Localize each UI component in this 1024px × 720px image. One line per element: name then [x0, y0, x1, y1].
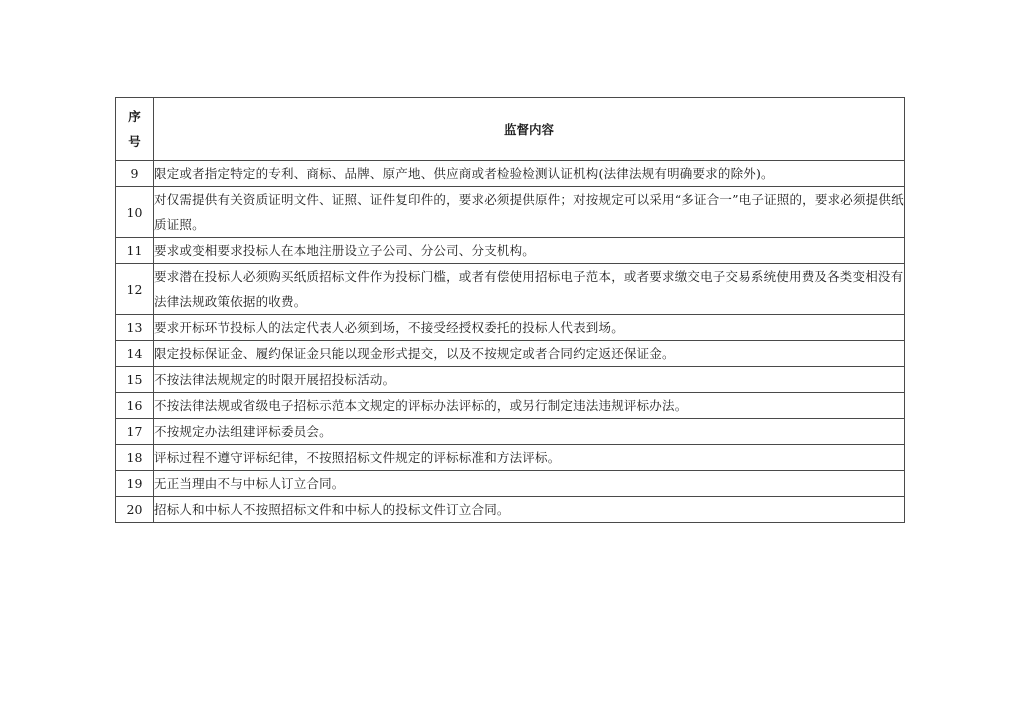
- row-content: 无正当理由不与中标人订立合同。: [154, 471, 905, 497]
- row-content: 限定或者指定特定的专利、商标、品牌、原产地、供应商或者检验检测认证机构(法律法规有明确要求的除外)。: [154, 161, 905, 187]
- row-content: 要求或变相要求投标人在本地注册设立子公司、分公司、分支机构。: [154, 238, 905, 264]
- row-content: 评标过程不遵守评标纪律，不按照招标文件规定的评标标准和方法评标。: [154, 445, 905, 471]
- row-content: 对仅需提供有关资质证明文件、证照、证件复印件的，要求必须提供原件；对按规定可以采用“多证合一”电子证照的，要求必须提供纸质证照。: [154, 187, 905, 238]
- header-serial-line1: 序: [128, 109, 141, 124]
- header-content: 监督内容: [154, 98, 905, 161]
- row-content: 招标人和中标人不按照招标文件和中标人的投标文件订立合同。: [154, 497, 905, 523]
- table-row: [116, 419, 905, 445]
- row-content: 要求开标环节投标人的法定代表人必须到场，不接受经授权委托的投标人代表到场。: [154, 315, 905, 341]
- row-serial-number: 9: [116, 161, 154, 187]
- row-serial-number: 10: [116, 187, 154, 238]
- row-serial-number: 16: [116, 393, 154, 419]
- supervision-table: [115, 97, 905, 523]
- table-row: [116, 367, 905, 393]
- table-row: [116, 341, 905, 367]
- row-content: 限定投标保证金、履约保证金只能以现金形式提交，以及不按规定或者合同约定返还保证金。: [154, 341, 905, 367]
- table-header-row: [116, 98, 905, 161]
- table-row: [116, 393, 905, 419]
- table-row: [116, 238, 905, 264]
- table-row: [116, 497, 905, 523]
- table-row: [116, 187, 905, 238]
- table-row: [116, 445, 905, 471]
- row-content: 不按法律法规或省级电子招标示范本文规定的评标办法评标的，或另行制定违法违规评标办法。: [154, 393, 905, 419]
- row-content: 不按法律法规规定的时限开展招投标活动。: [154, 367, 905, 393]
- row-serial-number: 15: [116, 367, 154, 393]
- table-body: [116, 161, 905, 523]
- header-serial-line2: 号: [128, 134, 141, 149]
- header-serial-number: [116, 98, 154, 161]
- row-serial-number: 14: [116, 341, 154, 367]
- row-serial-number: 20: [116, 497, 154, 523]
- row-content: 要求潜在投标人必须购买纸质招标文件作为投标门槛，或者有偿使用招标电子范本，或者要求缴交电子交易系统使用费及各类变相没有法律法规政策依据的收费。: [154, 264, 905, 315]
- table-row: [116, 315, 905, 341]
- row-serial-number: 17: [116, 419, 154, 445]
- row-serial-number: 13: [116, 315, 154, 341]
- row-serial-number: 12: [116, 264, 154, 315]
- row-serial-number: 19: [116, 471, 154, 497]
- row-serial-number: 11: [116, 238, 154, 264]
- row-content: 不按规定办法组建评标委员会。: [154, 419, 905, 445]
- table-row: [116, 264, 905, 315]
- table-row: [116, 161, 905, 187]
- table-row: [116, 471, 905, 497]
- row-serial-number: 18: [116, 445, 154, 471]
